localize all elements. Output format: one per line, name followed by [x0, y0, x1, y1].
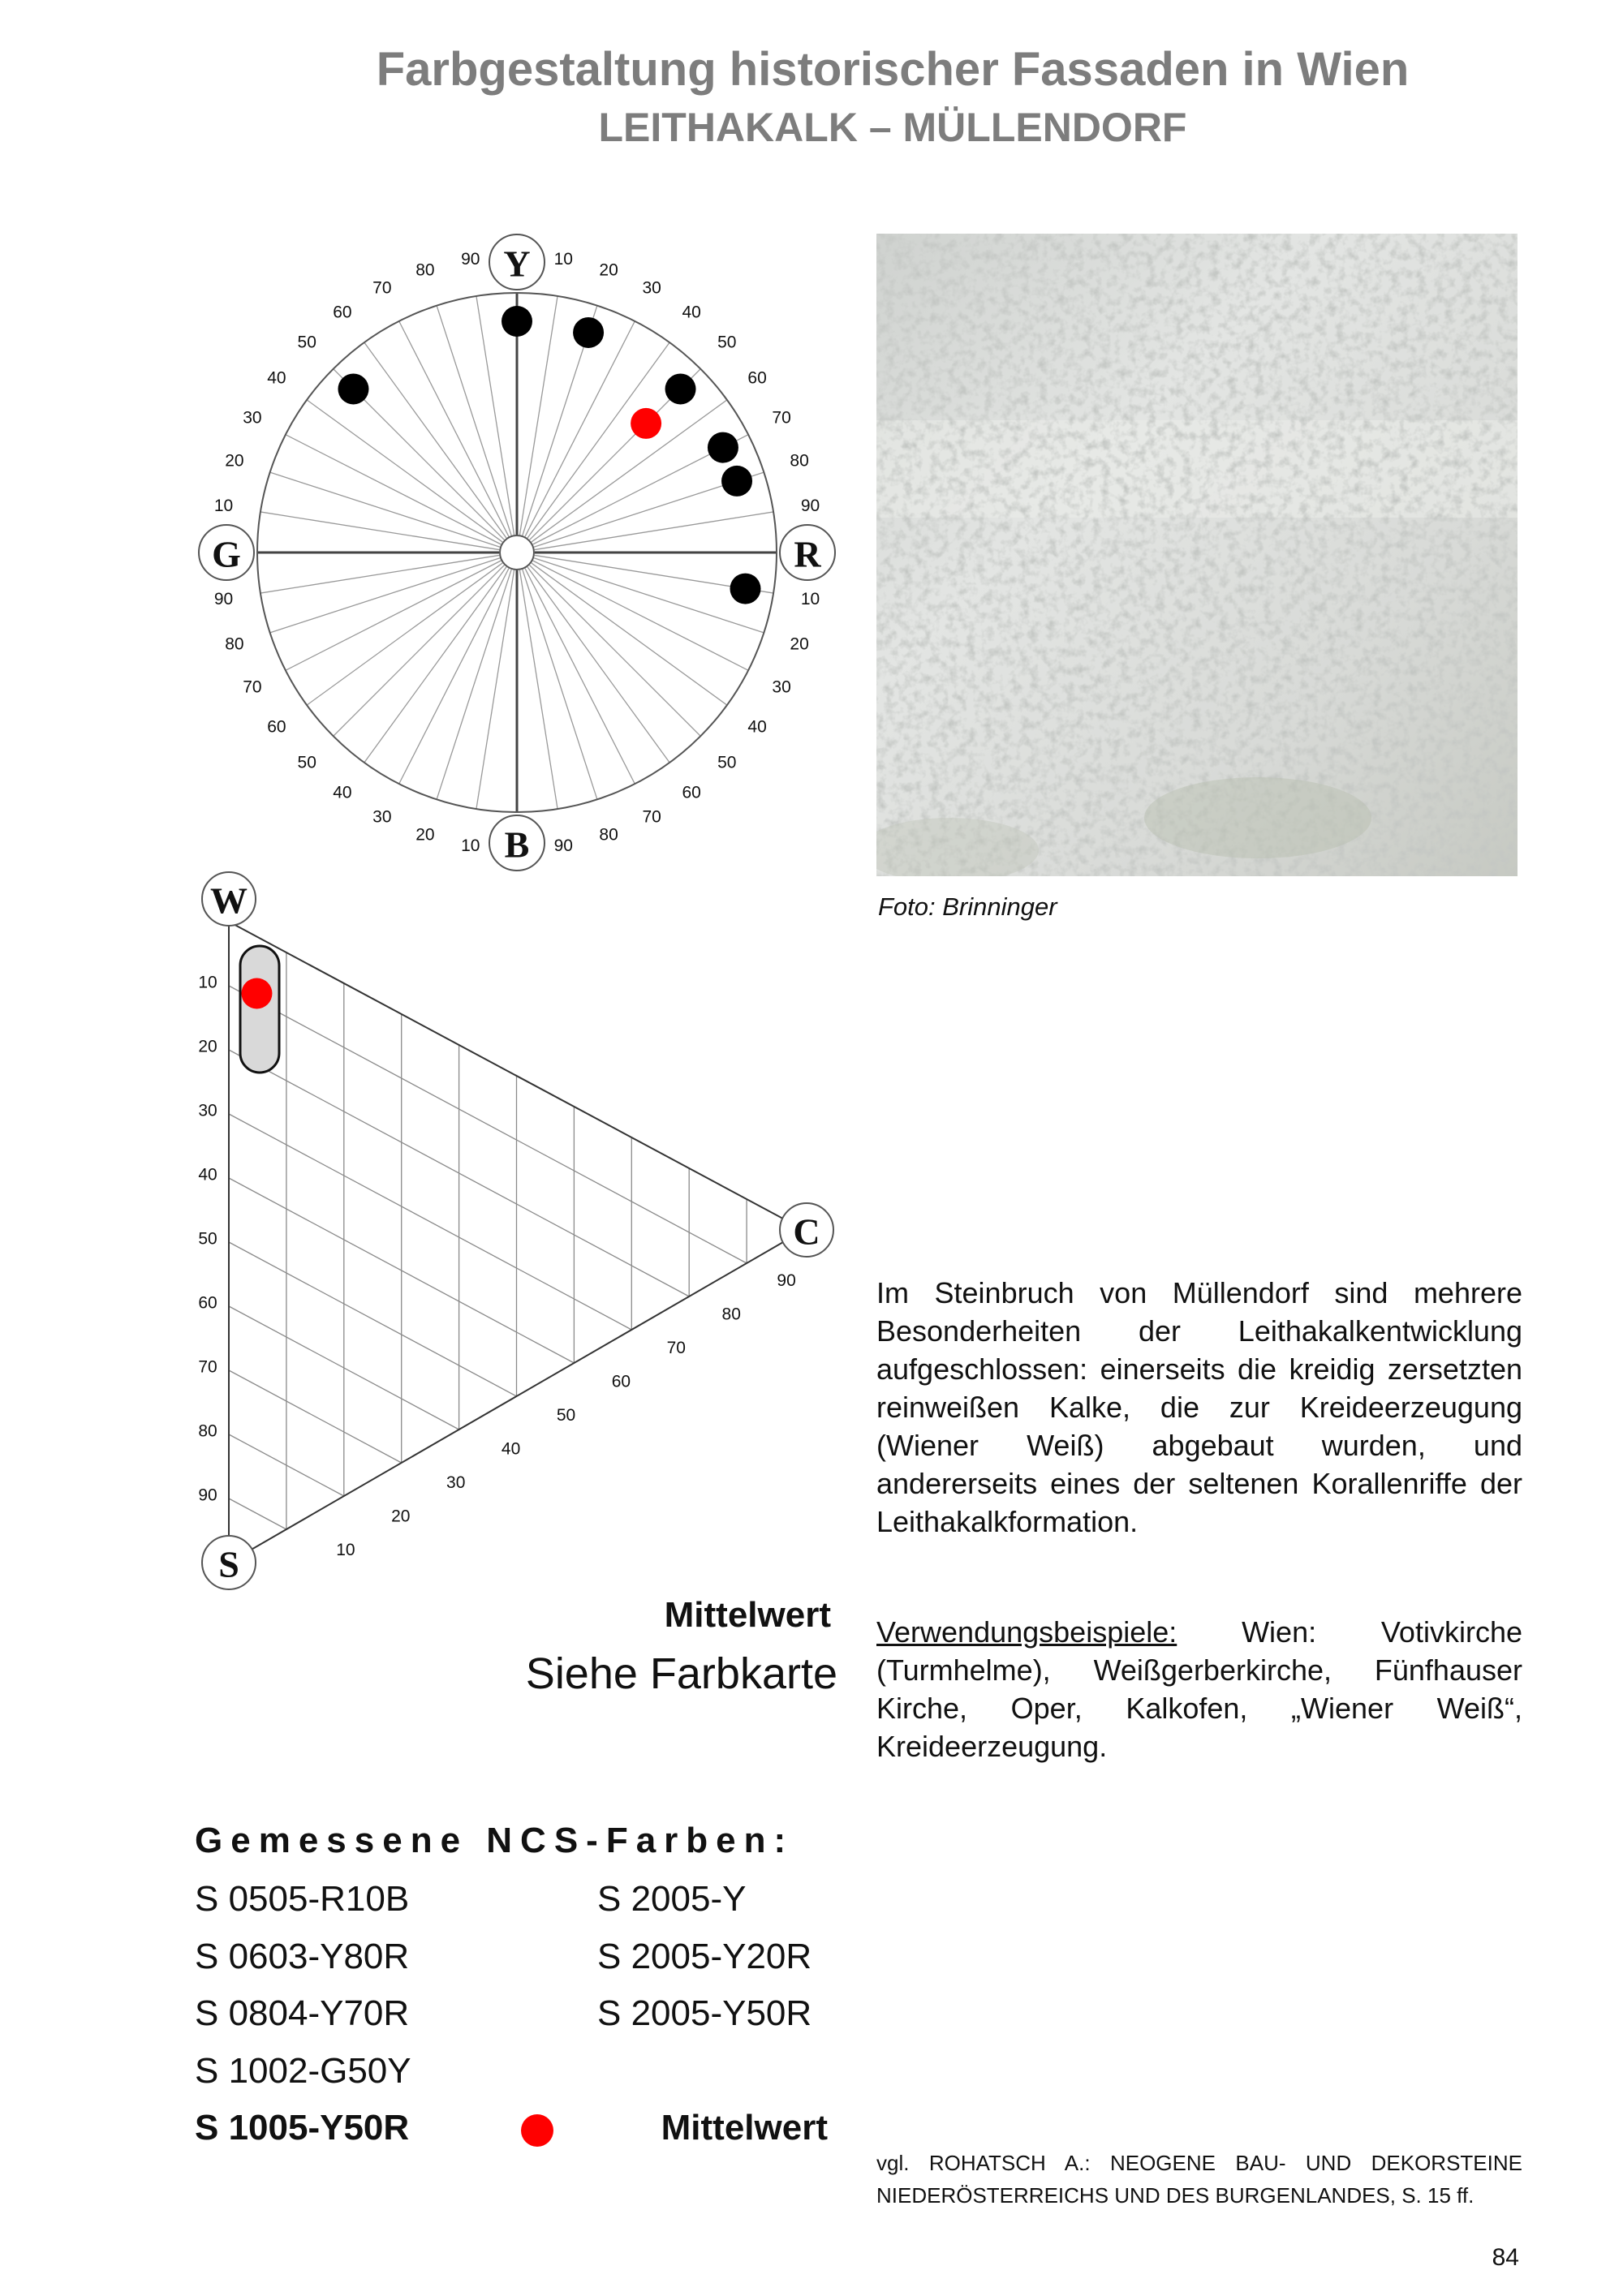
corner-letter: W	[210, 879, 248, 922]
nuance-grid-line	[229, 1242, 517, 1396]
usage-examples	[876, 1613, 1522, 1765]
ncs-heading: Gemessene NCS-Farben:	[195, 1821, 794, 1860]
hue-spoke	[364, 567, 506, 763]
mean-nuance-dot	[241, 978, 272, 1009]
hue-tick-label: 90	[461, 250, 480, 269]
hue-spoke	[535, 512, 773, 550]
hue-tick-label: 40	[682, 303, 701, 322]
blackness-tick-label: 90	[198, 1486, 217, 1505]
hue-spoke	[527, 342, 669, 538]
chromaticness-tick-label: 50	[556, 1406, 576, 1425]
hue-tick-label: 70	[243, 677, 262, 697]
page-subtitle: LEITHAKALK – MÜLLENDORF	[598, 105, 1187, 150]
nuance-grid-line	[229, 1370, 402, 1463]
ncs-code: S 0804-Y70R	[195, 1993, 410, 2033]
ncs-mean-code: S 1005-Y50R	[195, 2108, 410, 2148]
stone-photo	[876, 234, 1518, 876]
usage-label: Verwendungsbeispiele:	[876, 1615, 1177, 1649]
hue-tick-label: 50	[297, 333, 316, 352]
ncs-nuance-triangle	[198, 872, 833, 1589]
hue-tick-label: 70	[372, 278, 392, 298]
hue-spoke	[307, 400, 502, 542]
hue-spoke	[286, 561, 502, 670]
hue-spoke	[437, 570, 511, 799]
hue-tick-label: 40	[333, 783, 352, 802]
chromaticness-tick-label: 40	[501, 1439, 521, 1459]
blackness-tick-label: 50	[198, 1229, 217, 1249]
hue-tick-label: 50	[717, 753, 737, 772]
axis-letter: R	[794, 533, 821, 575]
hue-tick-label: 50	[297, 753, 316, 772]
usage-text: Wien: Votivkirche (Turmhelme), Weißgerberkirche, Fünfhauser Kirche, Oper, Kalkofen, „Wiener Weiß“, Kreideerzeugung.	[876, 1615, 1522, 1763]
corner-letter: S	[218, 1543, 239, 1585]
ncs-code: S 2005-Y20R	[597, 1937, 812, 1976]
ncs-code: S 1002-G50Y	[195, 2051, 411, 2091]
mean-hue-dot	[631, 408, 661, 439]
hue-spoke	[527, 567, 669, 763]
hue-spoke	[399, 321, 509, 537]
hue-spoke	[525, 569, 635, 785]
blackness-tick-label: 80	[198, 1421, 217, 1441]
hue-tick-label: 10	[461, 836, 480, 855]
chromaticness-tick-label: 60	[611, 1372, 631, 1391]
hue-spoke	[270, 558, 500, 633]
hue-tick-label: 30	[243, 408, 262, 428]
hue-tick-label: 10	[213, 497, 234, 516]
hue-tick-label: 30	[772, 677, 791, 697]
measured-hue-dot	[708, 432, 738, 463]
hue-spoke	[525, 321, 635, 537]
chromaticness-tick-label: 70	[666, 1339, 686, 1357]
measured-hue-dot	[502, 306, 532, 337]
hue-tick-label: 90	[800, 497, 820, 516]
chromaticness-tick-label: 80	[721, 1305, 741, 1324]
stone-description: Im Steinbruch von Müllendorf sind mehrere Besonderheiten der Leithakalkentwicklung aufgeschlossen: einerseits die kreidig zersetzten reinweißen Kalke, die zur Kreideerzeugung (Wiener Weiß) abgebaut wurden, und andererseits eines der seltenen Korallenriffe der Leithakalkformation.	[876, 1276, 1522, 1538]
mean-label: Mittelwert	[664, 1595, 831, 1635]
measured-hue-dot	[665, 373, 696, 404]
hue-tick-label: 70	[642, 807, 661, 827]
blackness-tick-label: 70	[198, 1357, 217, 1377]
hue-tick-label: 20	[599, 260, 618, 280]
axis-letter: Y	[503, 243, 531, 285]
axis-letter: B	[504, 823, 530, 866]
ncs-hue-circle	[199, 234, 835, 871]
hue-spoke	[476, 570, 514, 809]
hue-tick-label: 20	[415, 825, 435, 845]
measured-hue-dot	[338, 373, 368, 404]
nuance-range-capsule	[240, 946, 279, 1073]
measured-hue-dot	[721, 466, 752, 497]
hue-spoke	[530, 565, 701, 737]
reference: vgl. ROHATSCH A.: NEOGENE BAU- UND DEKORSTEINE NIEDERÖSTERREICHS UND DES BURGENLANDES, S. 15 ff.	[876, 2151, 1522, 2208]
hue-tick-label: 60	[333, 303, 352, 322]
ncs-code: S 0505-R10B	[195, 1879, 410, 1919]
hue-tick-label: 10	[800, 589, 820, 608]
measured-hue-dot	[730, 574, 760, 604]
hue-spoke	[334, 565, 505, 737]
hue-spoke	[270, 472, 500, 547]
hue-tick-label: 80	[599, 825, 618, 845]
page-number: 84	[1492, 2244, 1519, 2271]
hue-tick-label: 40	[747, 717, 767, 737]
hue-tick-label: 90	[553, 836, 573, 855]
hue-spoke	[519, 570, 558, 809]
chromaticness-tick-label: 30	[446, 1473, 466, 1492]
hue-tick-label: 60	[267, 717, 286, 737]
ncs-code: S 0603-Y80R	[195, 1937, 410, 1976]
ncs-code: S 2005-Y	[597, 1879, 747, 1919]
hue-spoke	[260, 555, 499, 593]
hue-spoke	[534, 558, 764, 633]
blackness-tick-label: 30	[198, 1101, 217, 1120]
hue-tick-label: 30	[372, 807, 392, 827]
hue-tick-label: 20	[225, 451, 244, 471]
nuance-grid-line	[229, 986, 747, 1263]
hue-spoke	[286, 435, 502, 544]
ncs-diagrams	[0, 0, 860, 1623]
hue-tick-label: 50	[717, 333, 737, 352]
hue-tick-label: 80	[225, 634, 244, 654]
ncs-mean-label: Mittelwert	[661, 2108, 828, 2148]
mean-dot-icon	[521, 2114, 553, 2147]
hue-tick-label: 40	[267, 368, 286, 388]
hue-spoke	[532, 563, 727, 705]
ncs-code: S 2005-Y50R	[597, 1993, 812, 2033]
photo-caption: Foto: Brinninger	[878, 892, 1057, 921]
hue-spoke	[399, 569, 509, 785]
hue-tick-label: 30	[642, 278, 661, 298]
hue-spoke	[533, 561, 749, 670]
hue-tick-label: 60	[682, 783, 701, 802]
chromaticness-tick-label: 90	[777, 1271, 796, 1290]
blackness-tick-label: 10	[198, 973, 217, 992]
hue-spoke	[307, 563, 502, 705]
hue-tick-label: 80	[790, 451, 809, 471]
hue-spoke	[523, 570, 597, 799]
nuance-grid-line	[229, 1114, 631, 1330]
blackness-tick-label: 20	[198, 1037, 217, 1056]
chromaticness-tick-label: 20	[391, 1507, 411, 1526]
hue-spoke	[532, 400, 727, 542]
hue-tick-label: 10	[553, 250, 573, 269]
blackness-tick-label: 60	[198, 1293, 217, 1313]
blackness-tick-label: 40	[198, 1165, 217, 1185]
nuance-grid-line	[229, 1498, 286, 1529]
hue-center	[500, 535, 534, 570]
hue-tick-label: 60	[747, 368, 767, 388]
hue-tick-label: 70	[772, 408, 791, 428]
axis-letter: G	[212, 533, 241, 575]
hue-spoke	[364, 342, 506, 538]
page-title: Farbgestaltung historischer Fassaden in Wien	[376, 43, 1410, 96]
hue-spoke	[437, 306, 511, 535]
hue-tick-label: 80	[415, 260, 435, 280]
chromaticness-tick-label: 10	[336, 1541, 355, 1559]
hue-spoke	[260, 512, 499, 550]
hue-tick-label: 90	[213, 589, 234, 608]
mean-value: Siehe Farbkarte	[525, 1649, 837, 1698]
measured-hue-dot	[573, 317, 604, 348]
corner-letter: C	[793, 1210, 820, 1253]
hue-tick-label: 20	[790, 634, 809, 654]
